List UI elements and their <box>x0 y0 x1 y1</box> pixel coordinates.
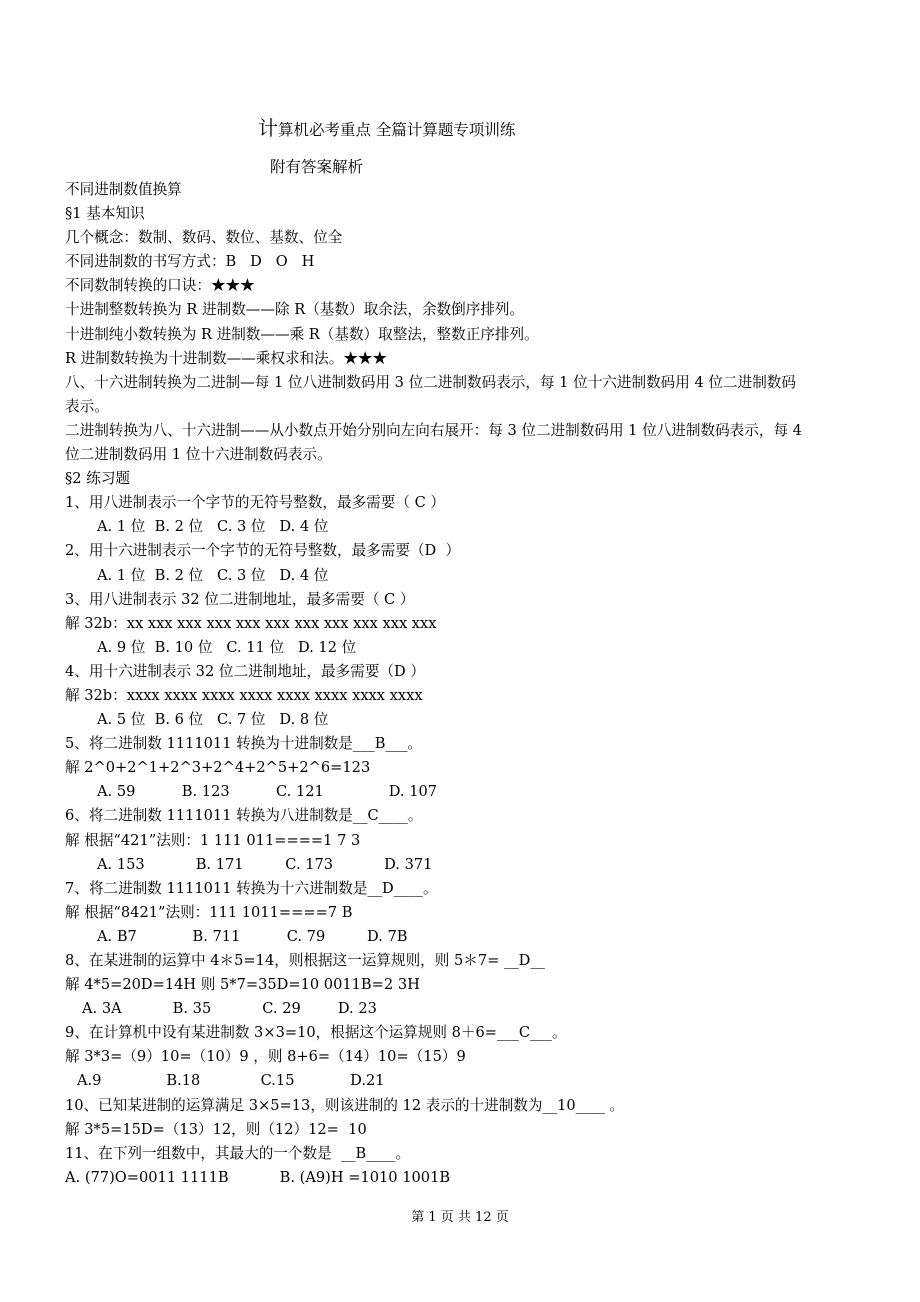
text-line: 1、用八进制表示一个字节的无符号整数，最多需要（ C ） <box>65 494 445 512</box>
text-line: 7、将二进制数 1111011 转换为十六进制数是__D____。 <box>65 879 438 897</box>
text-line: 解 2^0+2^1+2^3+2^4+2^5+2^6=123 <box>65 759 371 777</box>
text-line: 不同进制数的书写方式：B D O H <box>65 253 315 271</box>
text-line: 八、十六进制转换为二进制—每 1 位八进制数码用 3 位二进制数码表示，每 1 位十六进制数码用 4 位二进制数码 <box>65 373 796 391</box>
text-line: 10、已知某进制的运算满足 3×5=13，则该进制的 12 表示的十进制数为__10____ 。 <box>65 1096 625 1114</box>
text-line: 5、将二进制数 1111011 转换为十进制数是___B___。 <box>65 735 422 753</box>
text-line: 解 32b：xx xxx xxx xxx xxx xxx xxx xxx xxx xxx xxx <box>65 614 437 632</box>
text-line: 表示。 <box>65 397 109 415</box>
text-line: 8、在某进制的运算中 4＊5=14，则根据这一运算规则，则 5＊7= __D__ <box>65 952 545 969</box>
text-line: A.9 B.18 C.15 D.21 <box>77 1072 385 1090</box>
text-line: 十进制整数转换为 R 进制数——除 R（基数）取余法，余数倒序排列。 <box>65 301 525 319</box>
page-subtitle: 附有答案解析 <box>270 158 364 176</box>
text-line: 不同进制数值换算 <box>65 181 182 198</box>
title-first-char: 计 <box>258 116 278 140</box>
text-line: 几个概念：数制、数码、数位、基数、位全 <box>65 229 343 247</box>
text-line: 11、在下列一组数中，其最大的一个数是 __B____。 <box>65 1144 411 1162</box>
text-line: A. 5 位 B. 6 位 C. 7 位 D. 8 位 <box>97 711 329 729</box>
text-line: A. 3A B. 35 C. 29 D. 23 <box>82 1000 377 1018</box>
text-line: 位二进制数码用 1 位十六进制数码表示。 <box>65 446 332 464</box>
text-line: 解 3*5=15D=（13）12，则（12）12= 10 <box>65 1120 367 1138</box>
title-text: 算机必考重点 全篇计算题专项训练 <box>278 121 516 139</box>
text-line: 3、用八进制表示 32 位二进制地址，最多需要（ C ） <box>65 590 415 608</box>
page-number: 第 1 页 共 12 页 <box>411 1210 509 1225</box>
text-line: 6、将二进制数 1111011 转换为八进制数是__C____。 <box>65 807 423 825</box>
text-line: §1 基本知识 <box>65 205 145 223</box>
text-line: 解 根据“421”法则：1 111 011====1 7 3 <box>65 831 361 849</box>
text-line: A. 1 位 B. 2 位 C. 3 位 D. 4 位 <box>97 566 329 584</box>
text-line: A. 153 B. 171 C. 173 D. 371 <box>97 855 433 873</box>
page-footer <box>0 1209 920 1227</box>
text-line: §2 练习题 <box>65 470 131 488</box>
text-line: A. B7 B. 711 C. 79 D. 7B <box>97 927 408 945</box>
text-line: 4、用十六进制表示 32 位二进制地址，最多需要（D ） <box>65 662 425 680</box>
text-line: A. (77)O=0011 1111B B. (A9)H =1010 1001B <box>65 1168 451 1186</box>
text-line: 9、在计算机中设有某进制数 3×3=10，根据这个运算规则 8＋6=___C___。 <box>65 1024 567 1042</box>
text-line: R 进制数转换为十进制数——乘权求和法。★★★ <box>65 349 388 367</box>
text-line: 十进制纯小数转换为 R 进制数——乘 R（基数）取整法，整数正序排列。 <box>65 325 539 343</box>
text-line: 解 3*3=（9）10=（10）9 ，则 8+6=（14）10=（15）9 <box>65 1048 466 1066</box>
text-line: 不同数制转换的口诀：★★★ <box>65 277 255 295</box>
text-line: A. 1 位 B. 2 位 C. 3 位 D. 4 位 <box>97 518 329 536</box>
text-line: 2、用十六进制表示一个字节的无符号整数，最多需要（D ） <box>65 542 461 560</box>
page-title <box>258 117 515 141</box>
document-body <box>65 178 880 1190</box>
text-line: A. 59 B. 123 C. 121 D. 107 <box>97 783 438 801</box>
text-line: 解 4*5=20D=14H 则 5*7=35D=10 0011B=2 3H <box>65 976 420 994</box>
text-line: 解 根据“8421”法则：111 1011====7 B <box>65 903 353 921</box>
text-line: A. 9 位 B. 10 位 C. 11 位 D. 12 位 <box>97 638 357 656</box>
text-line: 解 32b：xxxx xxxx xxxx xxxx xxxx xxxx xxxx xxxx <box>65 686 423 704</box>
text-line: 二进制转换为八、十六进制——从小数点开始分别向左向右展开：每 3 位二进制数码用 1 位八进制数码表示，每 4 <box>65 421 802 439</box>
